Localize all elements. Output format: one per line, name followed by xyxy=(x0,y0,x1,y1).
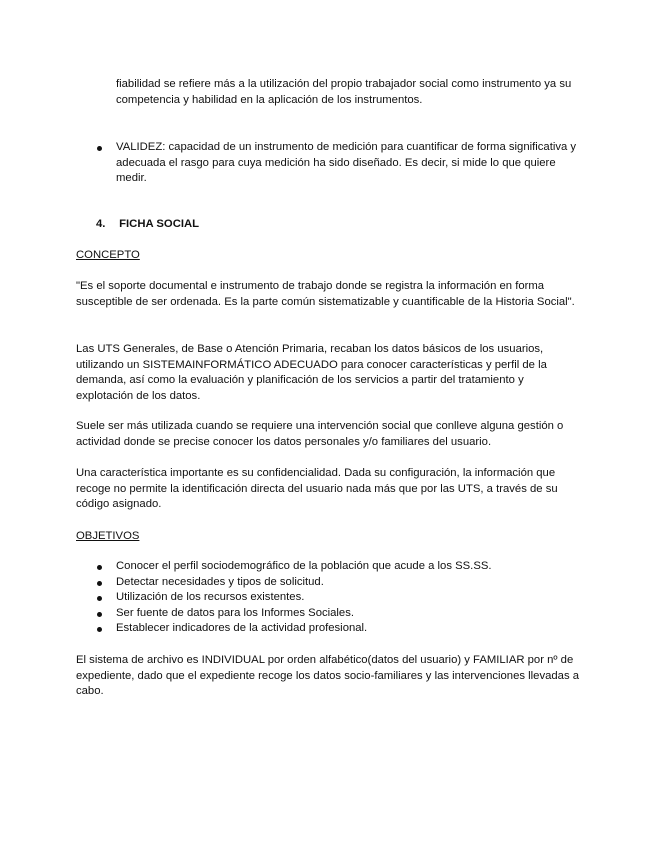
list-item xyxy=(76,575,581,591)
objetivos-label: OBJETIVOS xyxy=(76,530,140,542)
objetivo-text: Detectar necesidades y tipos de solicitud. xyxy=(116,575,324,588)
suele-paragraph: Suele ser más utilizada cuando se requiere una intervención social que conlleve alguna gestión o actividad donde se precise conocer los datos personales y/o familiares del usuario. xyxy=(76,420,564,448)
list-item xyxy=(76,590,581,606)
bullet-icon xyxy=(97,581,102,586)
objetivo-text: Utilización de los recursos existentes. xyxy=(116,591,305,603)
bullet-icon xyxy=(97,146,102,151)
objetivo-text: Establecer indicadores de la actividad profesional. xyxy=(116,622,368,634)
concepto-paragraph: "Es el soporte documental e instrumento de trabajo donde se registra la información en forma susceptible de ser ordenada. Es la parte común sistematizable y cuantificable de la Historia Social". xyxy=(76,280,575,308)
bullet-icon xyxy=(97,565,102,570)
section-number: 4. xyxy=(96,218,106,230)
archivo-paragraph: El sistema de archivo es INDIVIDUAL por orden alfabético(datos del usuario) y FAMILIAR por nº de expediente, dado que el expediente recoge los datos socio-familiares y las intervenciones llevadas a cabo. xyxy=(76,654,580,697)
section-title: FICHA SOCIAL xyxy=(119,218,200,230)
objetivo-text: Ser fuente de datos para los Informes Sociales. xyxy=(116,606,354,619)
bullet-icon xyxy=(97,612,102,617)
list-item xyxy=(76,606,581,622)
section-heading xyxy=(96,217,199,233)
confidencialidad-paragraph: Una característica importante es su confidencialidad. Dada su configuración, la información que recoge no permite la identificación directa del usuario nada más que por las UTS, a través de su código asignado. xyxy=(76,467,558,510)
list-item xyxy=(76,621,581,637)
validez-text: VALIDEZ: capacidad de un instrumento de medición para cuantificar de forma significativa y adecuada el rasgo para cuya medición ha sido diseñado. Es decir, si mide lo que quiere medir. xyxy=(116,141,577,184)
list-item xyxy=(76,140,581,187)
objetivos-list xyxy=(76,559,581,637)
list-item xyxy=(76,559,581,575)
validez-list xyxy=(76,140,581,187)
bullet-icon xyxy=(97,596,102,601)
fiabilidad-paragraph: fiabilidad se refiere más a la utilización del propio trabajador social como instrumento ya su competencia y habilidad en la aplicación de los instrumentos. xyxy=(116,78,572,106)
uts-paragraph: Las UTS Generales, de Base o Atención Primaria, recaban los datos básicos de los usuarios, utilizando un SISTEMAINFORMÁTICO ADECUADO para conocer características y perfil de la demanda, así como la evaluación y planificación de los servicios a partir del tratamiento y explotación de los datos. xyxy=(76,343,547,402)
bullet-icon xyxy=(97,627,102,632)
concepto-label: CONCEPTO xyxy=(76,249,140,261)
objetivo-text: Conocer el perfil sociodemográfico de la población que acude a los SS.SS. xyxy=(116,560,492,572)
